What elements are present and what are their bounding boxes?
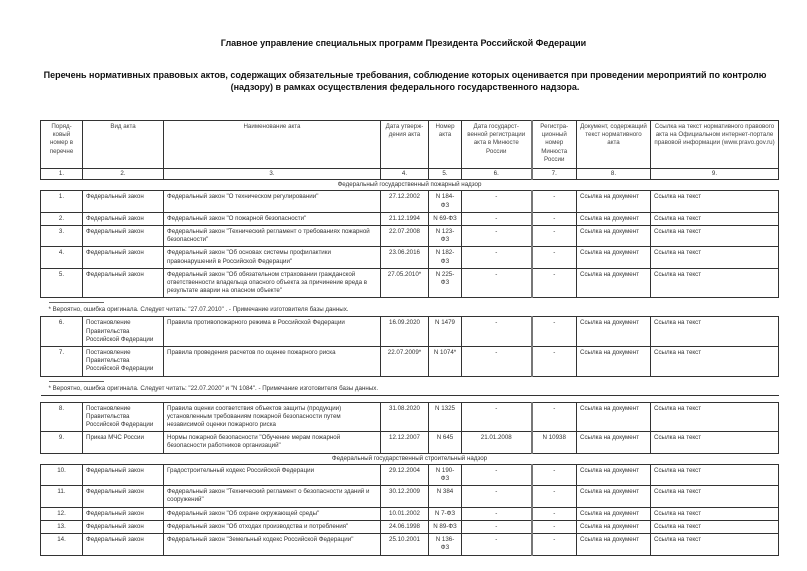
approval-date: 31.08.2020 (381, 402, 429, 432)
table-row (41, 534, 779, 555)
registration-date: - (462, 534, 532, 555)
portal-text-link[interactable]: Ссылка на текст (651, 507, 779, 520)
portal-text-link[interactable]: Ссылка на текст (651, 432, 779, 453)
spacer-row (41, 395, 779, 402)
registration-date: - (462, 464, 532, 485)
act-number: N 225-ФЗ (429, 268, 462, 298)
portal-text-link[interactable]: Ссылка на текст (651, 317, 779, 347)
registration-date: - (462, 507, 532, 520)
portal-text-link[interactable]: Ссылка на текст (651, 191, 779, 212)
col-number: 8. (577, 169, 651, 180)
table-row (41, 520, 779, 533)
act-name-link[interactable]: Федеральный закон "О пожарной безопасности" (164, 212, 381, 225)
column-number-row (41, 169, 779, 180)
act-type: Федеральный закон (83, 212, 164, 225)
act-type: Федеральный закон (83, 464, 164, 485)
act-number: N 190-ФЗ (429, 464, 462, 485)
registration-number: - (532, 486, 577, 507)
col-number: 5. (429, 169, 462, 180)
act-name-link[interactable]: Правила противопожарного режима в Российской Федерации (164, 317, 381, 347)
registration-date: - (462, 212, 532, 225)
col-header-act-name: Наименование акта (164, 121, 381, 169)
approval-date: 29.12.2004 (381, 464, 429, 485)
act-type: Федеральный закон (83, 226, 164, 247)
document-link[interactable]: Ссылка на документ (577, 432, 651, 453)
col-header-act-number: Номер акта (429, 121, 462, 169)
table-row (41, 347, 779, 377)
registration-number: - (532, 317, 577, 347)
row-number: 10. (41, 464, 83, 485)
document-link[interactable]: Ссылка на документ (577, 226, 651, 247)
footnote-text: * Вероятно, ошибка оригинала. Следует читать: "27.07.2010" . - Примечание изготовителя базы данных. (48, 306, 349, 314)
registration-number: - (532, 191, 577, 212)
row-number: 4. (41, 247, 83, 268)
row-number: 5. (41, 268, 83, 298)
col-header-order: Поряд-ковый номер в перечне (41, 121, 83, 169)
act-number: N 89-ФЗ (429, 520, 462, 533)
document-link[interactable]: Ссылка на документ (577, 464, 651, 485)
registration-number: - (532, 534, 577, 555)
col-header-approval-date: Дата утверж-дения акта (381, 121, 429, 169)
act-name-link[interactable]: Федеральный закон "Об отходах производства и потребления" (164, 520, 381, 533)
document-title: Перечень нормативных правовых актов, содержащих обязательные требования, соблюдение которых оценивается при проведении мероприятий по контролю (надзору) в рамках осуществления федерального государственного надзора. (43, 70, 767, 92)
col-number: 6. (462, 169, 532, 180)
col-number: 4. (381, 169, 429, 180)
row-number: 6. (41, 317, 83, 347)
act-name-link[interactable]: Федеральный закон "Технический регламент о безопасности зданий и сооружений" (164, 486, 381, 507)
registration-number: - (532, 507, 577, 520)
col-number: 1. (41, 169, 83, 180)
act-type: Постановление Правительства Российской Федерации (83, 402, 164, 432)
footnote-separator (49, 381, 104, 382)
col-number: 2. (83, 169, 164, 180)
row-number: 1. (41, 191, 83, 212)
table-row (41, 268, 779, 298)
portal-text-link[interactable]: Ссылка на текст (651, 520, 779, 533)
approval-date: 16.09.2020 (381, 317, 429, 347)
act-name-link[interactable]: Федеральный закон "Технический регламент о требованиях пожарной безопасности" (164, 226, 381, 247)
registration-number: - (532, 212, 577, 225)
portal-text-link[interactable]: Ссылка на текст (651, 268, 779, 298)
col-header-portal-link: Ссылка на текст нормативного правового акта на Официальном интернет-портале правовой информации (www.pravo.gov.ru) (651, 121, 779, 169)
act-number: N 1479 (429, 317, 462, 347)
portal-text-link[interactable]: Ссылка на текст (651, 347, 779, 377)
section-title: Федеральный государственный строительный надзор (41, 453, 779, 464)
approval-date: 25.10.2001 (381, 534, 429, 555)
act-name-link[interactable]: Федеральный закон "Об охране окружающей среды" (164, 507, 381, 520)
document-link[interactable]: Ссылка на документ (577, 534, 651, 555)
act-number: N 1074* (429, 347, 462, 377)
portal-text-link[interactable]: Ссылка на текст (651, 226, 779, 247)
act-name-link[interactable]: Правила оценки соответствия объектов защиты (продукции) установленным требованиям пожарной безопасности путем независимой оценки пожарного риска (164, 402, 381, 432)
table-row (41, 464, 779, 485)
portal-text-link[interactable]: Ссылка на текст (651, 464, 779, 485)
document-link[interactable]: Ссылка на документ (577, 212, 651, 225)
act-name-link[interactable]: Федеральный закон "Земельный кодекс Российской Федерации" (164, 534, 381, 555)
row-number: 14. (41, 534, 83, 555)
portal-text-link[interactable]: Ссылка на текст (651, 247, 779, 268)
portal-text-link[interactable]: Ссылка на текст (651, 212, 779, 225)
section-header-row (41, 453, 779, 464)
approval-date: 23.06.2016 (381, 247, 429, 268)
col-number: 7. (532, 169, 577, 180)
row-number: 11. (41, 486, 83, 507)
approval-date: 22.07.2009* (381, 347, 429, 377)
act-name-link[interactable]: Федеральный закон "Об обязательном страховании гражданской ответственности владельца опасного объекта за причинение вреда в результате аварии на опасном объекте" (164, 268, 381, 298)
portal-text-link[interactable]: Ссылка на текст (651, 534, 779, 555)
registration-date: - (462, 347, 532, 377)
document-link[interactable]: Ссылка на документ (577, 191, 651, 212)
act-type: Федеральный закон (83, 268, 164, 298)
document-link[interactable]: Ссылка на документ (577, 507, 651, 520)
section-header-row (41, 180, 779, 191)
approval-date: 24.06.1998 (381, 520, 429, 533)
footnote-text: * Вероятно, ошибка оригинала. Следует читать: "22.07.2020" и "N 1084". - Примечание изготовителя базы данных. (48, 384, 379, 392)
registration-number: - (532, 268, 577, 298)
act-type: Федеральный закон (83, 191, 164, 212)
act-type: Постановление Правительства Российской Федерации (83, 347, 164, 377)
act-number: N 136-ФЗ (429, 534, 462, 555)
document-link[interactable]: Ссылка на документ (577, 402, 651, 432)
table-row (41, 212, 779, 225)
row-number: 9. (41, 432, 83, 453)
col-header-act-type: Вид акта (83, 121, 164, 169)
act-number: N 384 (429, 486, 462, 507)
act-number: N 645 (429, 432, 462, 453)
row-number: 8. (41, 402, 83, 432)
row-number: 7. (41, 347, 83, 377)
registration-number: - (532, 464, 577, 485)
table-row (41, 191, 779, 212)
act-number: N 184-ФЗ (429, 191, 462, 212)
section-title: Федеральный государственный пожарный надзор (41, 180, 779, 191)
registration-number: - (532, 226, 577, 247)
act-name-link[interactable]: Нормы пожарной безопасности "Обучение мерам пожарной безопасности работников организаций" (164, 432, 381, 453)
document-link[interactable]: Ссылка на документ (577, 347, 651, 377)
registration-date: - (462, 317, 532, 347)
registration-number: - (532, 520, 577, 533)
act-type: Федеральный закон (83, 520, 164, 533)
registration-date: - (462, 247, 532, 268)
registration-number: N 10938 (532, 432, 577, 453)
table-row (41, 432, 779, 453)
approval-date: 21.12.1994 (381, 212, 429, 225)
act-type: Постановление Правительства Российской Федерации (83, 317, 164, 347)
act-number: N 1325 (429, 402, 462, 432)
registration-date: - (462, 226, 532, 247)
registration-date: 21.01.2008 (462, 432, 532, 453)
act-name-link[interactable]: Градостроительный кодекс Российской Федерации (164, 464, 381, 485)
registration-date: - (462, 520, 532, 533)
table-row (41, 226, 779, 247)
col-header-reg-number: Регистра-ционный номер Минюста России (532, 121, 577, 169)
table-row (41, 402, 779, 432)
approval-date: 27.12.2002 (381, 191, 429, 212)
act-type: Федеральный закон (83, 247, 164, 268)
approval-date: 12.12.2007 (381, 432, 429, 453)
act-name-link[interactable]: Федеральный закон "О техническом регулировании" (164, 191, 381, 212)
table-row (41, 486, 779, 507)
approval-date: 30.12.2009 (381, 486, 429, 507)
col-number: 3. (164, 169, 381, 180)
act-number: N 69-ФЗ (429, 212, 462, 225)
portal-text-link[interactable]: Ссылка на текст (651, 402, 779, 432)
act-number: N 182-ФЗ (429, 247, 462, 268)
organization-title: Главное управление специальных программ Президента Российской Федерации (220, 38, 587, 48)
row-number: 13. (41, 520, 83, 533)
registration-number: - (532, 402, 577, 432)
row-number: 2. (41, 212, 83, 225)
document-link[interactable]: Ссылка на документ (577, 317, 651, 347)
document-link[interactable]: Ссылка на документ (577, 247, 651, 268)
col-header-document: Документ, содержащий текст нормативного акта (577, 121, 651, 169)
registration-date: - (462, 191, 532, 212)
act-number: N 123-ФЗ (429, 226, 462, 247)
approval-date: 10.01.2002 (381, 507, 429, 520)
table-row (41, 247, 779, 268)
act-number: N 7-ФЗ (429, 507, 462, 520)
footnote-row (41, 298, 779, 317)
registration-date: - (462, 486, 532, 507)
table-row (41, 317, 779, 347)
document-link[interactable]: Ссылка на документ (577, 520, 651, 533)
document-link[interactable]: Ссылка на документ (577, 268, 651, 298)
regulations-table (40, 120, 779, 556)
row-number: 3. (41, 226, 83, 247)
footnote-separator (49, 302, 104, 303)
header-row (41, 121, 779, 169)
act-name-link[interactable]: Правила проведения расчетов по оценке пожарного риска (164, 347, 381, 377)
col-header-reg-date: Дата государст-венной регистрации акта в Минюсте России (462, 121, 532, 169)
act-type: Приказ МЧС России (83, 432, 164, 453)
footnote-row (41, 376, 779, 395)
act-type: Федеральный закон (83, 534, 164, 555)
act-type: Федеральный закон (83, 507, 164, 520)
portal-text-link[interactable]: Ссылка на текст (651, 486, 779, 507)
approval-date: 27.05.2010* (381, 268, 429, 298)
registration-date: - (462, 402, 532, 432)
registration-date: - (462, 268, 532, 298)
registration-number: - (532, 247, 577, 268)
act-type: Федеральный закон (83, 486, 164, 507)
registration-number: - (532, 347, 577, 377)
row-number: 12. (41, 507, 83, 520)
act-name-link[interactable]: Федеральный закон "Об основах системы профилактики правонарушений в Российской Федерации" (164, 247, 381, 268)
approval-date: 22.07.2008 (381, 226, 429, 247)
table-row (41, 507, 779, 520)
col-number: 9. (651, 169, 779, 180)
document-link[interactable]: Ссылка на документ (577, 486, 651, 507)
